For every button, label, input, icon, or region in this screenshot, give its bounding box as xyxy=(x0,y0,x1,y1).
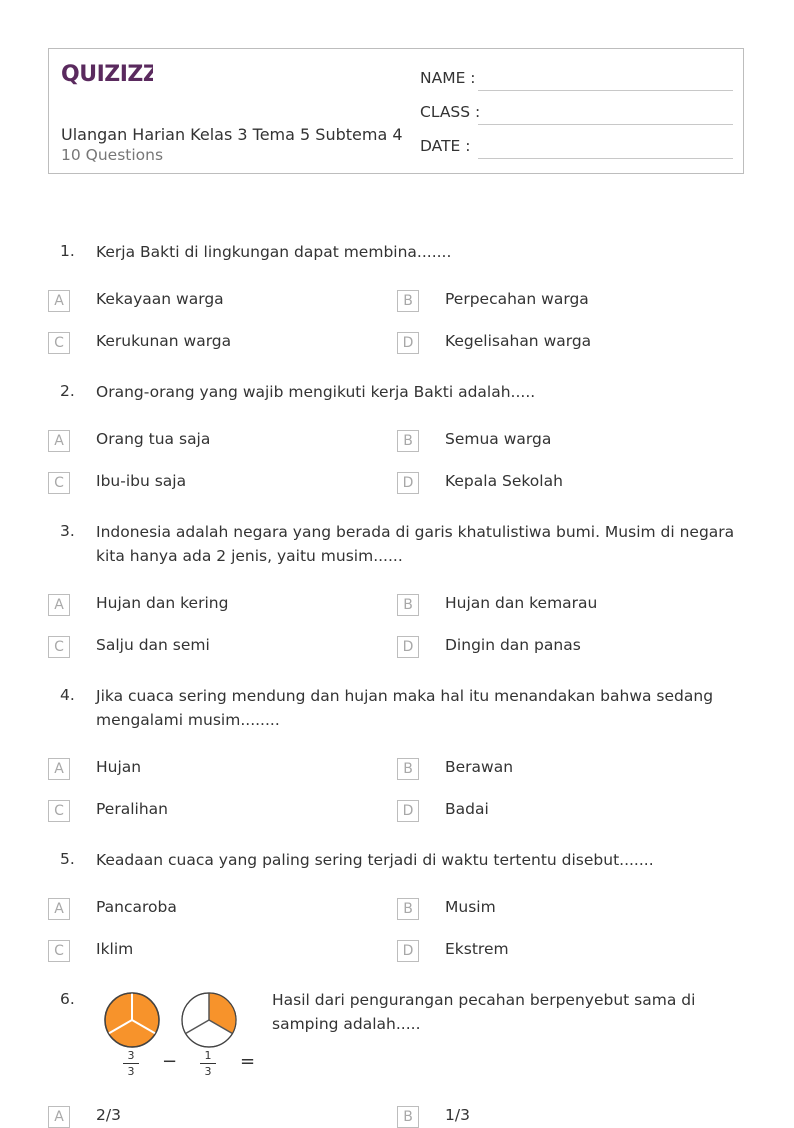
option-letter-box[interactable]: D xyxy=(397,800,419,822)
option-text: Kekayaan warga xyxy=(96,290,224,308)
question-text: Kerja Bakti di lingkungan dapat membina....... xyxy=(96,243,452,261)
option-letter-box[interactable]: A xyxy=(48,898,70,920)
minus-sign: − xyxy=(162,1051,178,1072)
option-letter-box[interactable]: B xyxy=(397,898,419,920)
option-letter-box[interactable]: D xyxy=(397,940,419,962)
option-letter-box[interactable]: A xyxy=(48,290,70,312)
fraction-two-numerator: 1 xyxy=(204,1049,212,1062)
worksheet-header xyxy=(48,48,744,174)
option-letter-box[interactable]: B xyxy=(397,594,419,616)
question-count: 10 Questions xyxy=(61,146,164,164)
question-text: Orang-orang yang wajib mengikuti kerja Bakti adalah..... xyxy=(96,383,536,401)
option-letter-box[interactable]: A xyxy=(48,758,70,780)
question-number: 2. xyxy=(60,382,75,400)
option-text: Hujan dan kemarau xyxy=(445,594,598,612)
option-text: Ekstrem xyxy=(445,940,509,958)
date-line xyxy=(478,158,733,159)
class-field[interactable] xyxy=(420,103,480,121)
option-letter-box[interactable]: B xyxy=(397,290,419,312)
question-number: 3. xyxy=(60,522,75,540)
option-letter-box[interactable]: C xyxy=(48,472,70,494)
class-line xyxy=(478,124,733,125)
option-letter-box[interactable]: C xyxy=(48,940,70,962)
option-letter-box[interactable]: D xyxy=(397,332,419,354)
option-text: Perpecahan warga xyxy=(445,290,589,308)
option-text: Hujan dan kering xyxy=(96,594,229,612)
fraction-one xyxy=(121,1049,141,1078)
question-text: Keadaan cuaca yang paling sering terjadi di waktu tertentu disebut....... xyxy=(96,851,654,869)
fraction-two xyxy=(198,1049,218,1078)
option-letter-box[interactable]: C xyxy=(48,636,70,658)
option-text: Salju dan semi xyxy=(96,636,210,654)
fraction-one-numerator: 3 xyxy=(127,1049,135,1062)
svg-text:QUIZIZZ: QUIZIZZ xyxy=(61,62,153,87)
worksheet-title: Ulangan Harian Kelas 3 Tema 5 Subtema 4 xyxy=(61,125,403,144)
fraction-two-denominator: 3 xyxy=(204,1065,212,1078)
option-text: Berawan xyxy=(445,758,514,776)
option-text: Hujan xyxy=(96,758,142,776)
option-text: Kegelisahan warga xyxy=(445,332,592,350)
option-text: Iklim xyxy=(96,940,134,958)
fraction-one-denominator: 3 xyxy=(127,1065,135,1078)
pie-full-icon xyxy=(100,988,164,1052)
question-number: 1. xyxy=(60,242,75,260)
option-letter-box[interactable]: D xyxy=(397,472,419,494)
question-text: Indonesia adalah negara yang berada di garis khatulistiwa bumi. Musim di negara kita hanya ada 2 jenis, yaitu musim...... xyxy=(96,523,735,565)
option-letter-box[interactable]: A xyxy=(48,594,70,616)
option-text: 2/3 xyxy=(96,1106,121,1124)
name-field[interactable] xyxy=(420,69,476,87)
option-letter-box[interactable]: C xyxy=(48,332,70,354)
option-letter-box[interactable]: C xyxy=(48,800,70,822)
option-letter-box[interactable]: A xyxy=(48,430,70,452)
class-label: CLASS : xyxy=(420,103,481,121)
question-text: Hasil dari pengurangan pecahan berpenyebut sama di samping adalah..... xyxy=(272,991,696,1033)
pie-third-icon xyxy=(177,988,241,1052)
option-text: Orang tua saja xyxy=(96,430,211,448)
question-number: 4. xyxy=(60,686,75,704)
date-field[interactable] xyxy=(420,137,470,155)
name-label: NAME : xyxy=(420,69,476,87)
question-text: Jika cuaca sering mendung dan hujan maka hal itu menandakan bahwa sedang mengalami musim........ xyxy=(96,687,714,729)
option-text: Dingin dan panas xyxy=(445,636,581,654)
date-label: DATE : xyxy=(420,137,471,155)
option-text: Musim xyxy=(445,898,496,916)
option-letter-box[interactable]: B xyxy=(397,1106,419,1128)
option-text: Kerukunan warga xyxy=(96,332,232,350)
question-number: 6. xyxy=(60,990,75,1008)
option-letter-box[interactable]: A xyxy=(48,1106,70,1128)
quizizz-logo xyxy=(61,59,153,91)
option-text: Badai xyxy=(445,800,489,818)
option-text: Ibu-ibu saja xyxy=(96,472,187,490)
option-letter-box[interactable]: B xyxy=(397,758,419,780)
option-text: 1/3 xyxy=(445,1106,470,1124)
option-text: Semua warga xyxy=(445,430,552,448)
option-letter-box[interactable]: D xyxy=(397,636,419,658)
equals-sign: = xyxy=(240,1051,256,1072)
name-line xyxy=(478,90,733,91)
option-text: Kepala Sekolah xyxy=(445,472,563,490)
option-letter-box[interactable]: B xyxy=(397,430,419,452)
question-number: 5. xyxy=(60,850,75,868)
option-text: Pancaroba xyxy=(96,898,177,916)
option-text: Peralihan xyxy=(96,800,168,818)
